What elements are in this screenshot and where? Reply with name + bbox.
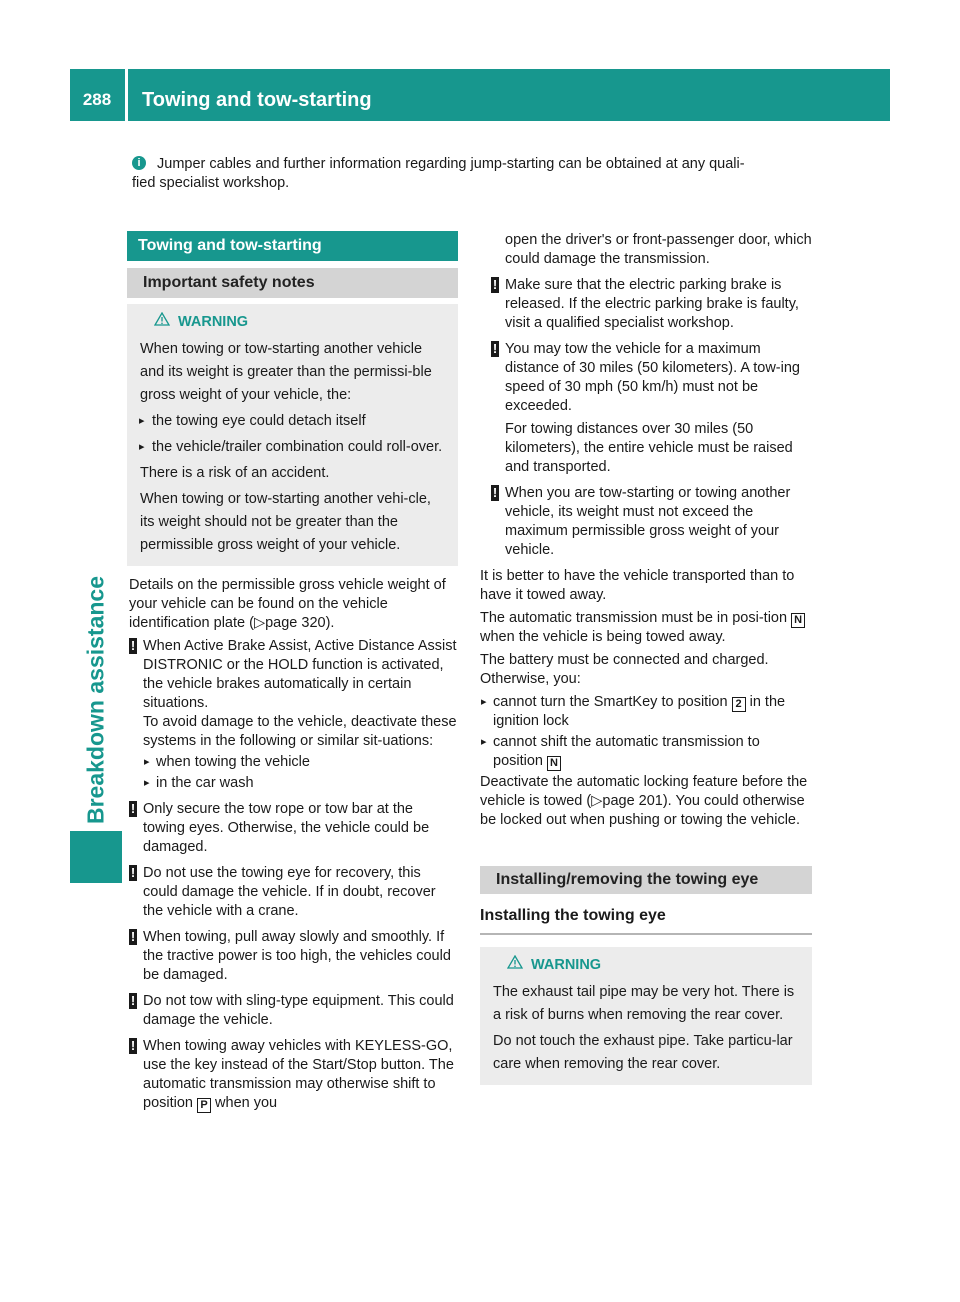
page-ref-arrow-icon: ▷ xyxy=(591,793,603,809)
warning-paragraph: The exhaust tail pipe may be very hot. There is a risk of burns when removing the rear cover. xyxy=(493,984,795,1023)
left-column xyxy=(118,231,458,1120)
page-ref-link[interactable]: page 320). xyxy=(265,615,335,631)
subsection-title: Installing/removing the towing eye xyxy=(480,866,812,894)
notice-block xyxy=(480,484,812,560)
warning-paragraph: There is a risk of an accident. xyxy=(140,465,330,481)
notice-icon: ! xyxy=(130,1038,136,1053)
notice-icon: ! xyxy=(130,929,136,944)
warning-paragraph: When towing or tow-starting another vehi-cle, its weight should not be greater than the permissible gross weight of your vehicle. xyxy=(140,491,431,553)
details-text: Details on the permissible gross vehicle weight of your vehicle can be found on the vehicle identification plate ( xyxy=(129,577,446,631)
notice-text: When Active Brake Assist, Active Distance Assist DISTRONIC or the HOLD function is activated, the vehicle brakes automatically in certain situations. xyxy=(143,638,457,711)
subsection-heading: Installing the towing eye xyxy=(480,906,812,935)
notice-text: open the driver's or front-passenger door, which could damage the transmission. xyxy=(505,232,812,267)
page-ref-link[interactable]: page 201). You could otherwise be locked out when pushing or towing the vehicle. xyxy=(480,793,805,828)
info-icon: i xyxy=(132,156,146,170)
sidebar-tab-marker xyxy=(70,831,122,883)
body-text-part: in the ignition lock xyxy=(493,694,786,729)
notice-text-part: When towing away vehicles with KEYLESS-GO, use the key instead of the Start/Stop button. The automatic transmission may otherwise shift to position xyxy=(143,1038,454,1111)
warning-heading xyxy=(140,312,448,332)
notice-text: Do not tow with sling-type equipment. This could damage the vehicle. xyxy=(143,993,454,1028)
notice-icon: ! xyxy=(130,993,136,1008)
details-paragraph xyxy=(118,576,458,633)
key-position-key: 2 xyxy=(732,697,746,712)
body-text-part: cannot shift the automatic transmission to position xyxy=(493,734,760,769)
page-header xyxy=(70,69,890,121)
notice-bullet: ▸ in the car wash xyxy=(143,774,458,793)
gear-position-key: N xyxy=(791,613,805,628)
notice-text: Only secure the tow rope or tow bar at the towing eyes. Otherwise, the vehicle could be damaged. xyxy=(143,801,430,855)
body-bullet xyxy=(480,693,812,731)
notice-text: When towing, pull away slowly and smoothly. If the tractive power is too high, the vehicles could be damaged. xyxy=(143,929,451,983)
notice-text-part: when you xyxy=(211,1095,278,1111)
notice-icon: ! xyxy=(130,865,136,880)
notice-block xyxy=(118,800,458,857)
warning-bullet: ▸ the vehicle/trailer combination could roll-over. xyxy=(140,436,448,459)
notice-text: For towing distances over 30 miles (50 kilometers), the entire vehicle must be raised and transported. xyxy=(505,421,793,475)
body-paragraph: The battery must be connected and charged. Otherwise, you: xyxy=(480,652,769,687)
warning-triangle-icon xyxy=(507,955,523,975)
right-column xyxy=(480,231,812,1085)
section-subtitle: Important safety notes xyxy=(127,268,458,298)
notice-text: To avoid damage to the vehicle, deactivate these systems in the following or similar sit-uations: xyxy=(143,714,457,749)
notice-text: Do not use the towing eye for recovery, this could damage the vehicle. If in doubt, recover the vehicle with a crane. xyxy=(143,865,436,919)
warning-bullet: ▸ the towing eye could detach itself xyxy=(140,410,448,433)
notice-block xyxy=(118,992,458,1030)
header-divider xyxy=(125,69,128,121)
body-paragraph: It is better to have the vehicle transported than to have it towed away. xyxy=(480,568,795,603)
warning-label: WARNING xyxy=(531,957,602,973)
body-paragraph xyxy=(480,773,812,830)
body-text-part: Deactivate the automatic locking feature before the vehicle is towed ( xyxy=(480,774,808,809)
notice-text xyxy=(143,1037,458,1113)
section-title: Towing and tow-starting xyxy=(127,231,458,261)
warning-box xyxy=(127,304,458,566)
notice-text: When you are tow-starting or towing another vehicle, its weight must not exceed the maximum permissible gross weight of your vehicle. xyxy=(505,485,791,558)
notice-continuation xyxy=(480,231,812,269)
notice-block xyxy=(480,276,812,333)
notice-icon: ! xyxy=(130,801,136,816)
body-text-part: when the vehicle is being towed away. xyxy=(480,629,726,645)
body-bullet xyxy=(480,733,812,771)
notice-text: You may tow the vehicle for a maximum distance of 30 miles (50 kilometers). A tow-ing speed of 30 mph (50 km/h) must not be exceeded. xyxy=(505,341,800,414)
page-number: 288 xyxy=(82,90,112,109)
info-line-2: fied specialist workshop. xyxy=(132,175,290,191)
notice-block xyxy=(118,1037,458,1113)
page-ref-arrow-icon: ▷ xyxy=(253,615,266,631)
warning-paragraph: Do not touch the exhaust pipe. Take particu-lar care when removing the rear cover. xyxy=(493,1033,793,1072)
notice-block xyxy=(480,340,812,477)
header-title: Towing and tow-starting xyxy=(142,89,372,111)
body-paragraph xyxy=(480,609,812,647)
notice-block xyxy=(118,637,458,793)
warning-intro: When towing or tow-starting another vehicle and its weight is greater than the permissi-ble gross weight of your vehicle, the: xyxy=(140,341,432,403)
notice-text: Make sure that the electric parking brake is released. If the electric parking brake is faulty, visit a qualified specialist workshop. xyxy=(505,277,799,331)
info-line-1: Jumper cables and further information regarding jump-starting can be obtained at any quali- xyxy=(157,156,745,172)
notice-icon: ! xyxy=(492,485,498,500)
info-note xyxy=(132,155,822,193)
warning-heading xyxy=(493,955,802,975)
body-text-part: cannot turn the SmartKey to position xyxy=(493,694,732,710)
warning-triangle-icon xyxy=(154,312,170,332)
notice-bullet: ▸ when towing the vehicle xyxy=(143,753,458,772)
notice-icon: ! xyxy=(130,638,136,653)
notice-block xyxy=(118,864,458,921)
sidebar-label: Breakdown assistance xyxy=(82,575,109,825)
notice-icon: ! xyxy=(492,341,498,356)
body-text-part: The automatic transmission must be in posi-tion xyxy=(480,610,792,626)
notice-icon: ! xyxy=(492,277,498,292)
warning-label: WARNING xyxy=(178,314,249,330)
gear-position-key: N xyxy=(547,756,561,771)
gear-position-key: P xyxy=(197,1098,211,1113)
warning-box xyxy=(480,947,812,1085)
notice-block xyxy=(118,928,458,985)
